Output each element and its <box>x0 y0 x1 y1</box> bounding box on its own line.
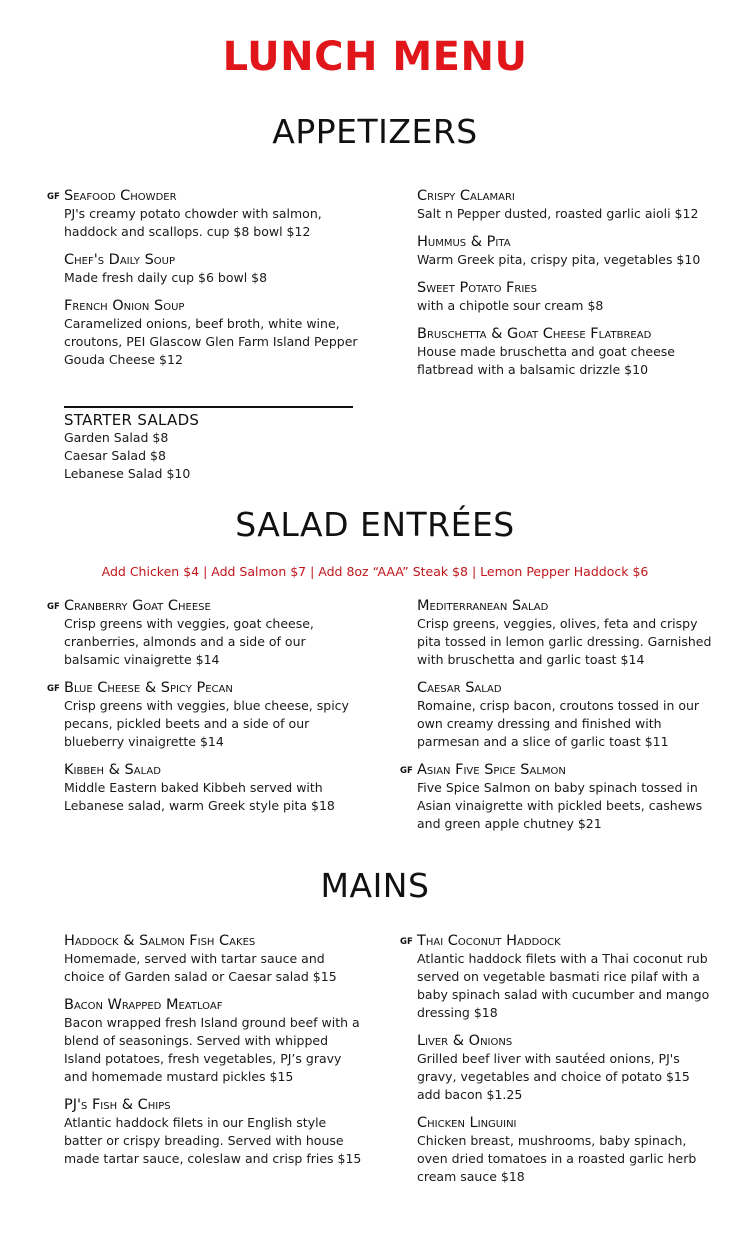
item-name <box>47 597 364 615</box>
item-name <box>64 996 364 1014</box>
menu-item <box>417 325 717 379</box>
item-description: Crisp greens with veggies, blue cheese, spicy pecans, pickled beets and a side of our blueberry vinaigrette $14 <box>64 698 349 749</box>
item-name <box>64 297 364 315</box>
item-name <box>64 251 364 269</box>
appetizers-heading: APPETIZERS <box>272 112 478 151</box>
item-title: Thai Coconut Haddock <box>417 933 561 949</box>
item-title: Mediterranean Salad <box>417 598 549 614</box>
item-title: Sweet Potato Fries <box>417 280 537 296</box>
item-name <box>417 279 717 297</box>
starter-salad-line: Caesar Salad $8 <box>64 448 166 463</box>
item-title: Seafood Chowder <box>64 188 177 204</box>
item-name <box>417 1032 717 1050</box>
mains-left-column <box>64 932 364 1178</box>
item-description: Salt n Pepper dusted, roasted garlic aioli $12 <box>417 206 699 221</box>
item-name <box>47 679 364 697</box>
item-description: Made fresh daily cup $6 bowl $8 <box>64 270 268 285</box>
menu-item <box>64 932 364 986</box>
starter-salads-heading: STARTER SALADS <box>64 411 200 429</box>
gluten-free-badge: GF <box>47 684 60 694</box>
salad-entrees-left-column <box>47 597 364 825</box>
item-title: Chef's Daily Soup <box>64 252 175 268</box>
menu-item <box>47 597 364 669</box>
menu-item <box>417 279 717 315</box>
menu-item <box>417 1114 717 1186</box>
menu-item <box>417 233 717 269</box>
menu-item <box>417 597 717 669</box>
item-description: Middle Eastern baked Kibbeh served with Lebanese salad, warm Greek style pita $18 <box>64 780 335 813</box>
item-name <box>400 761 717 779</box>
item-title: Asian Five Spice Salmon <box>417 762 566 778</box>
appetizers-right-column <box>417 187 717 389</box>
item-name <box>417 325 717 343</box>
menu-item <box>47 187 364 241</box>
item-name <box>64 932 364 950</box>
item-title: Cranberry Goat Cheese <box>64 598 211 614</box>
gluten-free-badge: GF <box>47 602 60 612</box>
item-title: Liver & Onions <box>417 1033 513 1049</box>
gluten-free-badge: GF <box>400 766 413 776</box>
menu-item <box>64 996 364 1086</box>
menu-item <box>47 679 364 751</box>
item-description: Atlantic haddock filets with a Thai coconut rub served on vegetable basmati rice pilaf with a baby spinach salad with cucumber and mango dressing $18 <box>417 951 710 1020</box>
menu-item <box>417 1032 717 1104</box>
item-title: French Onion Soup <box>64 298 185 314</box>
item-description: PJ's creamy potato chowder with salmon, haddock and scallops. cup $8 bowl $12 <box>64 206 322 239</box>
mains-heading: MAINS <box>320 866 430 905</box>
item-name <box>47 187 364 205</box>
item-description: Romaine, crisp bacon, croutons tossed in our own creamy dressing and finished with parmesan and a slice of garlic toast $11 <box>417 698 700 749</box>
item-title: Crispy Calamari <box>417 188 515 204</box>
section-divider <box>64 406 353 408</box>
item-title: Bacon Wrapped Meatloaf <box>64 997 223 1013</box>
menu-item <box>64 1096 364 1168</box>
item-description: Chicken breast, mushrooms, baby spinach, oven dried tomatoes in a roasted garlic herb cream sauce $18 <box>417 1133 697 1184</box>
item-description: House made bruschetta and goat cheese flatbread with a balsamic drizzle $10 <box>417 344 675 377</box>
item-description: with a chipotle sour cream $8 <box>417 298 604 313</box>
item-title: Chicken Linguini <box>417 1115 517 1131</box>
menu-title: LUNCH MENU <box>222 34 528 80</box>
item-title: Blue Cheese & Spicy Pecan <box>64 680 233 696</box>
item-name <box>400 932 717 950</box>
item-description: Five Spice Salmon on baby spinach tossed in Asian vinaigrette with pickled beets, cashews and green apple chutney $21 <box>417 780 703 831</box>
item-name <box>417 233 717 251</box>
item-description: Caramelized onions, beef broth, white wine, croutons, PEI Glascow Glen Farm Island Pepper Gouda Cheese $12 <box>64 316 358 367</box>
starter-salad-line: Lebanese Salad $10 <box>64 466 191 481</box>
mains-right-column <box>400 932 717 1196</box>
salad-addons: Add Chicken $4 | Add Salmon $7 | Add 8oz “AAA” Steak $8 | Lemon Pepper Haddock $6 <box>101 564 649 579</box>
item-name <box>417 1114 717 1132</box>
item-description: Crisp greens with veggies, goat cheese, cranberries, almonds and a side of our balsamic vinaigrette $14 <box>64 616 314 667</box>
starter-salad-line: Garden Salad $8 <box>64 430 169 445</box>
salad-entrees-right-column <box>400 597 717 843</box>
menu-item <box>64 251 364 287</box>
item-name <box>64 761 364 779</box>
item-description: Atlantic haddock filets in our English style batter or crispy breading. Served with house made tartar sauce, coleslaw and crisp fries $15 <box>64 1115 362 1166</box>
gluten-free-badge: GF <box>47 192 60 202</box>
item-name <box>417 679 717 697</box>
item-description: Crisp greens, veggies, olives, feta and crispy pita tossed in lemon garlic dressing. Garnished with bruschetta and garlic toast $14 <box>417 616 712 667</box>
item-title: Caesar Salad <box>417 680 502 696</box>
menu-item <box>400 761 717 833</box>
starter-salads <box>64 411 354 483</box>
appetizers-left-column <box>47 187 364 379</box>
item-name <box>417 597 717 615</box>
menu-item <box>400 932 717 1022</box>
item-title: Kibbeh & Salad <box>64 762 161 778</box>
gluten-free-badge: GF <box>400 937 413 947</box>
item-description: Warm Greek pita, crispy pita, vegetables $10 <box>417 252 701 267</box>
item-description: Bacon wrapped fresh Island ground beef with a blend of seasonings. Served with whipped Island potatoes, fresh vegetables, PJ’s gravy and homemade mustard pickles $15 <box>64 1015 360 1084</box>
item-name <box>417 187 717 205</box>
item-description: Grilled beef liver with sautéed onions, PJ's gravy, vegetables and choice of potato $15 add bacon $1.25 <box>417 1051 690 1102</box>
item-description: Homemade, served with tartar sauce and choice of Garden salad or Caesar salad $15 <box>64 951 337 984</box>
item-name <box>64 1096 364 1114</box>
menu-item <box>64 761 364 815</box>
item-title: Haddock & Salmon Fish Cakes <box>64 933 256 949</box>
salad-entrees-heading: SALAD ENTRÉES <box>235 505 515 544</box>
item-title: Bruschetta & Goat Cheese Flatbread <box>417 326 652 342</box>
item-title: PJ's Fish & Chips <box>64 1097 171 1113</box>
menu-item <box>417 679 717 751</box>
item-title: Hummus & Pita <box>417 234 511 250</box>
menu-item <box>64 297 364 369</box>
menu-item <box>417 187 717 223</box>
